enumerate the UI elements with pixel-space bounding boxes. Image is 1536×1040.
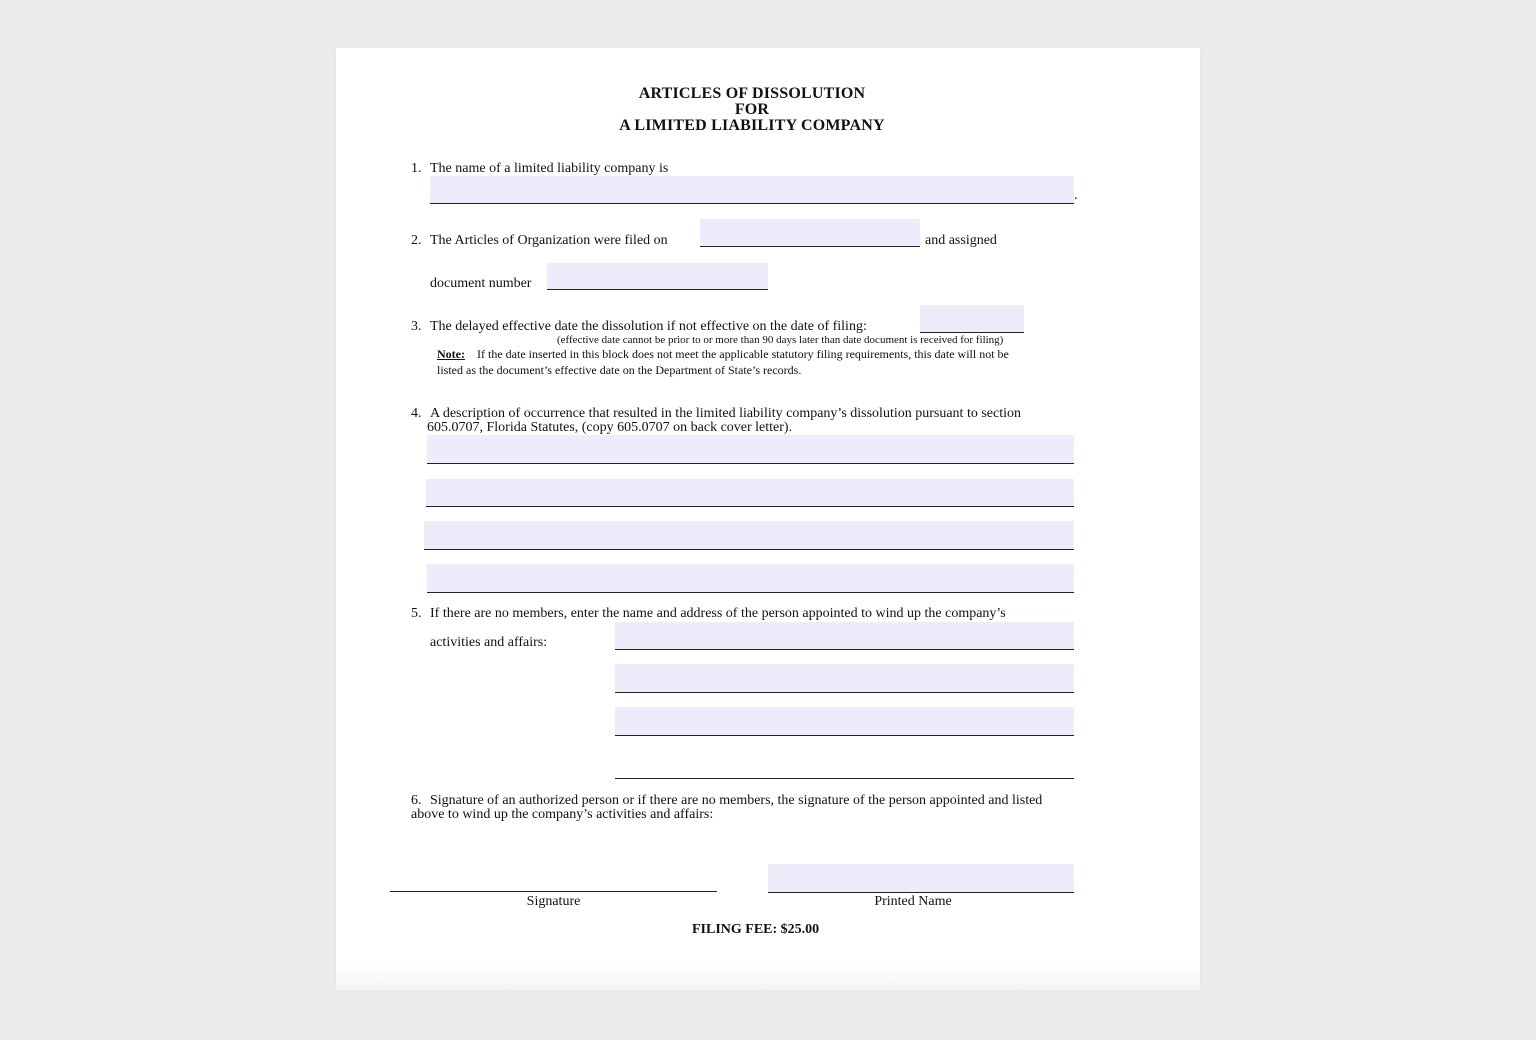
page-bottom-fade [336,964,1200,990]
note-line-1: If the date inserted in this block does not meet the applicable statutory filing requirements, this date will not be [477,347,1009,361]
signature-label: Signature [526,894,581,909]
item-4-line-2: 605.0707, Florida Statutes, (copy 605.0707 on back cover letter). [427,420,793,435]
item-2-after-text: and assigned [925,233,997,248]
item-5-number: 5. [411,606,422,621]
winding-up-person-line-4[interactable] [615,751,1074,779]
document-number-field[interactable] [547,263,768,290]
item-4-line-1: A description of occurrence that resulted in the limited liability company’s dissolution pursuant to section [430,406,1021,421]
item-1-period: . [1074,188,1078,203]
winding-up-person-line-1[interactable] [615,622,1074,650]
company-name-field[interactable] [430,176,1074,204]
item-2-text: The Articles of Organization were filed on [430,233,668,248]
item-1-text: The name of a limited liability company is [430,161,669,176]
item-6-line-1: Signature of an authorized person or if there are no members, the signature of the person appointed and listed [430,793,1043,808]
item-2-number: 2. [411,233,422,248]
item-6-number: 6. [411,793,422,808]
filed-on-date-field[interactable] [700,219,920,247]
item-4-number: 4. [411,406,422,421]
dissolution-description-line-3[interactable] [424,521,1074,550]
effective-date-field[interactable] [920,305,1024,333]
printed-name-field[interactable] [768,864,1074,893]
dissolution-description-line-1[interactable] [427,435,1074,464]
note-label [437,348,465,360]
dissolution-description-line-4[interactable] [427,564,1074,593]
effective-date-subnote: (effective date cannot be prior to or more than 90 days later than date document is received for filing) [557,334,1004,346]
document-page [336,48,1200,990]
signature-line[interactable] [390,891,717,892]
title-line-3: A LIMITED LIABILITY COMPANY [619,117,885,134]
winding-up-person-line-2[interactable] [615,664,1074,693]
note-line-2: listed as the document’s effective date on the Department of State’s records. [437,363,802,377]
title-line-1: ARTICLES OF DISSOLUTION [638,85,866,102]
dissolution-description-line-2[interactable] [426,479,1074,507]
item-5-line-1: If there are no members, enter the name and address of the person appointed to wind up the company’s [430,606,1006,621]
filing-fee: FILING FEE: $25.00 [692,922,820,937]
winding-up-person-line-3[interactable] [615,707,1074,736]
item-5-line-2: activities and affairs: [430,635,548,650]
title-line-2: FOR [734,101,770,118]
item-3-number: 3. [411,319,422,334]
note-label-text: Note: [437,347,465,361]
printed-name-label: Printed Name [874,894,952,909]
item-6-line-2: above to wind up the company’s activities and affairs: [411,807,714,822]
item-1-number: 1. [411,161,422,176]
item-3-text: The delayed effective date the dissolution if not effective on the date of filing: [430,319,867,334]
document-number-label: document number [430,276,532,291]
